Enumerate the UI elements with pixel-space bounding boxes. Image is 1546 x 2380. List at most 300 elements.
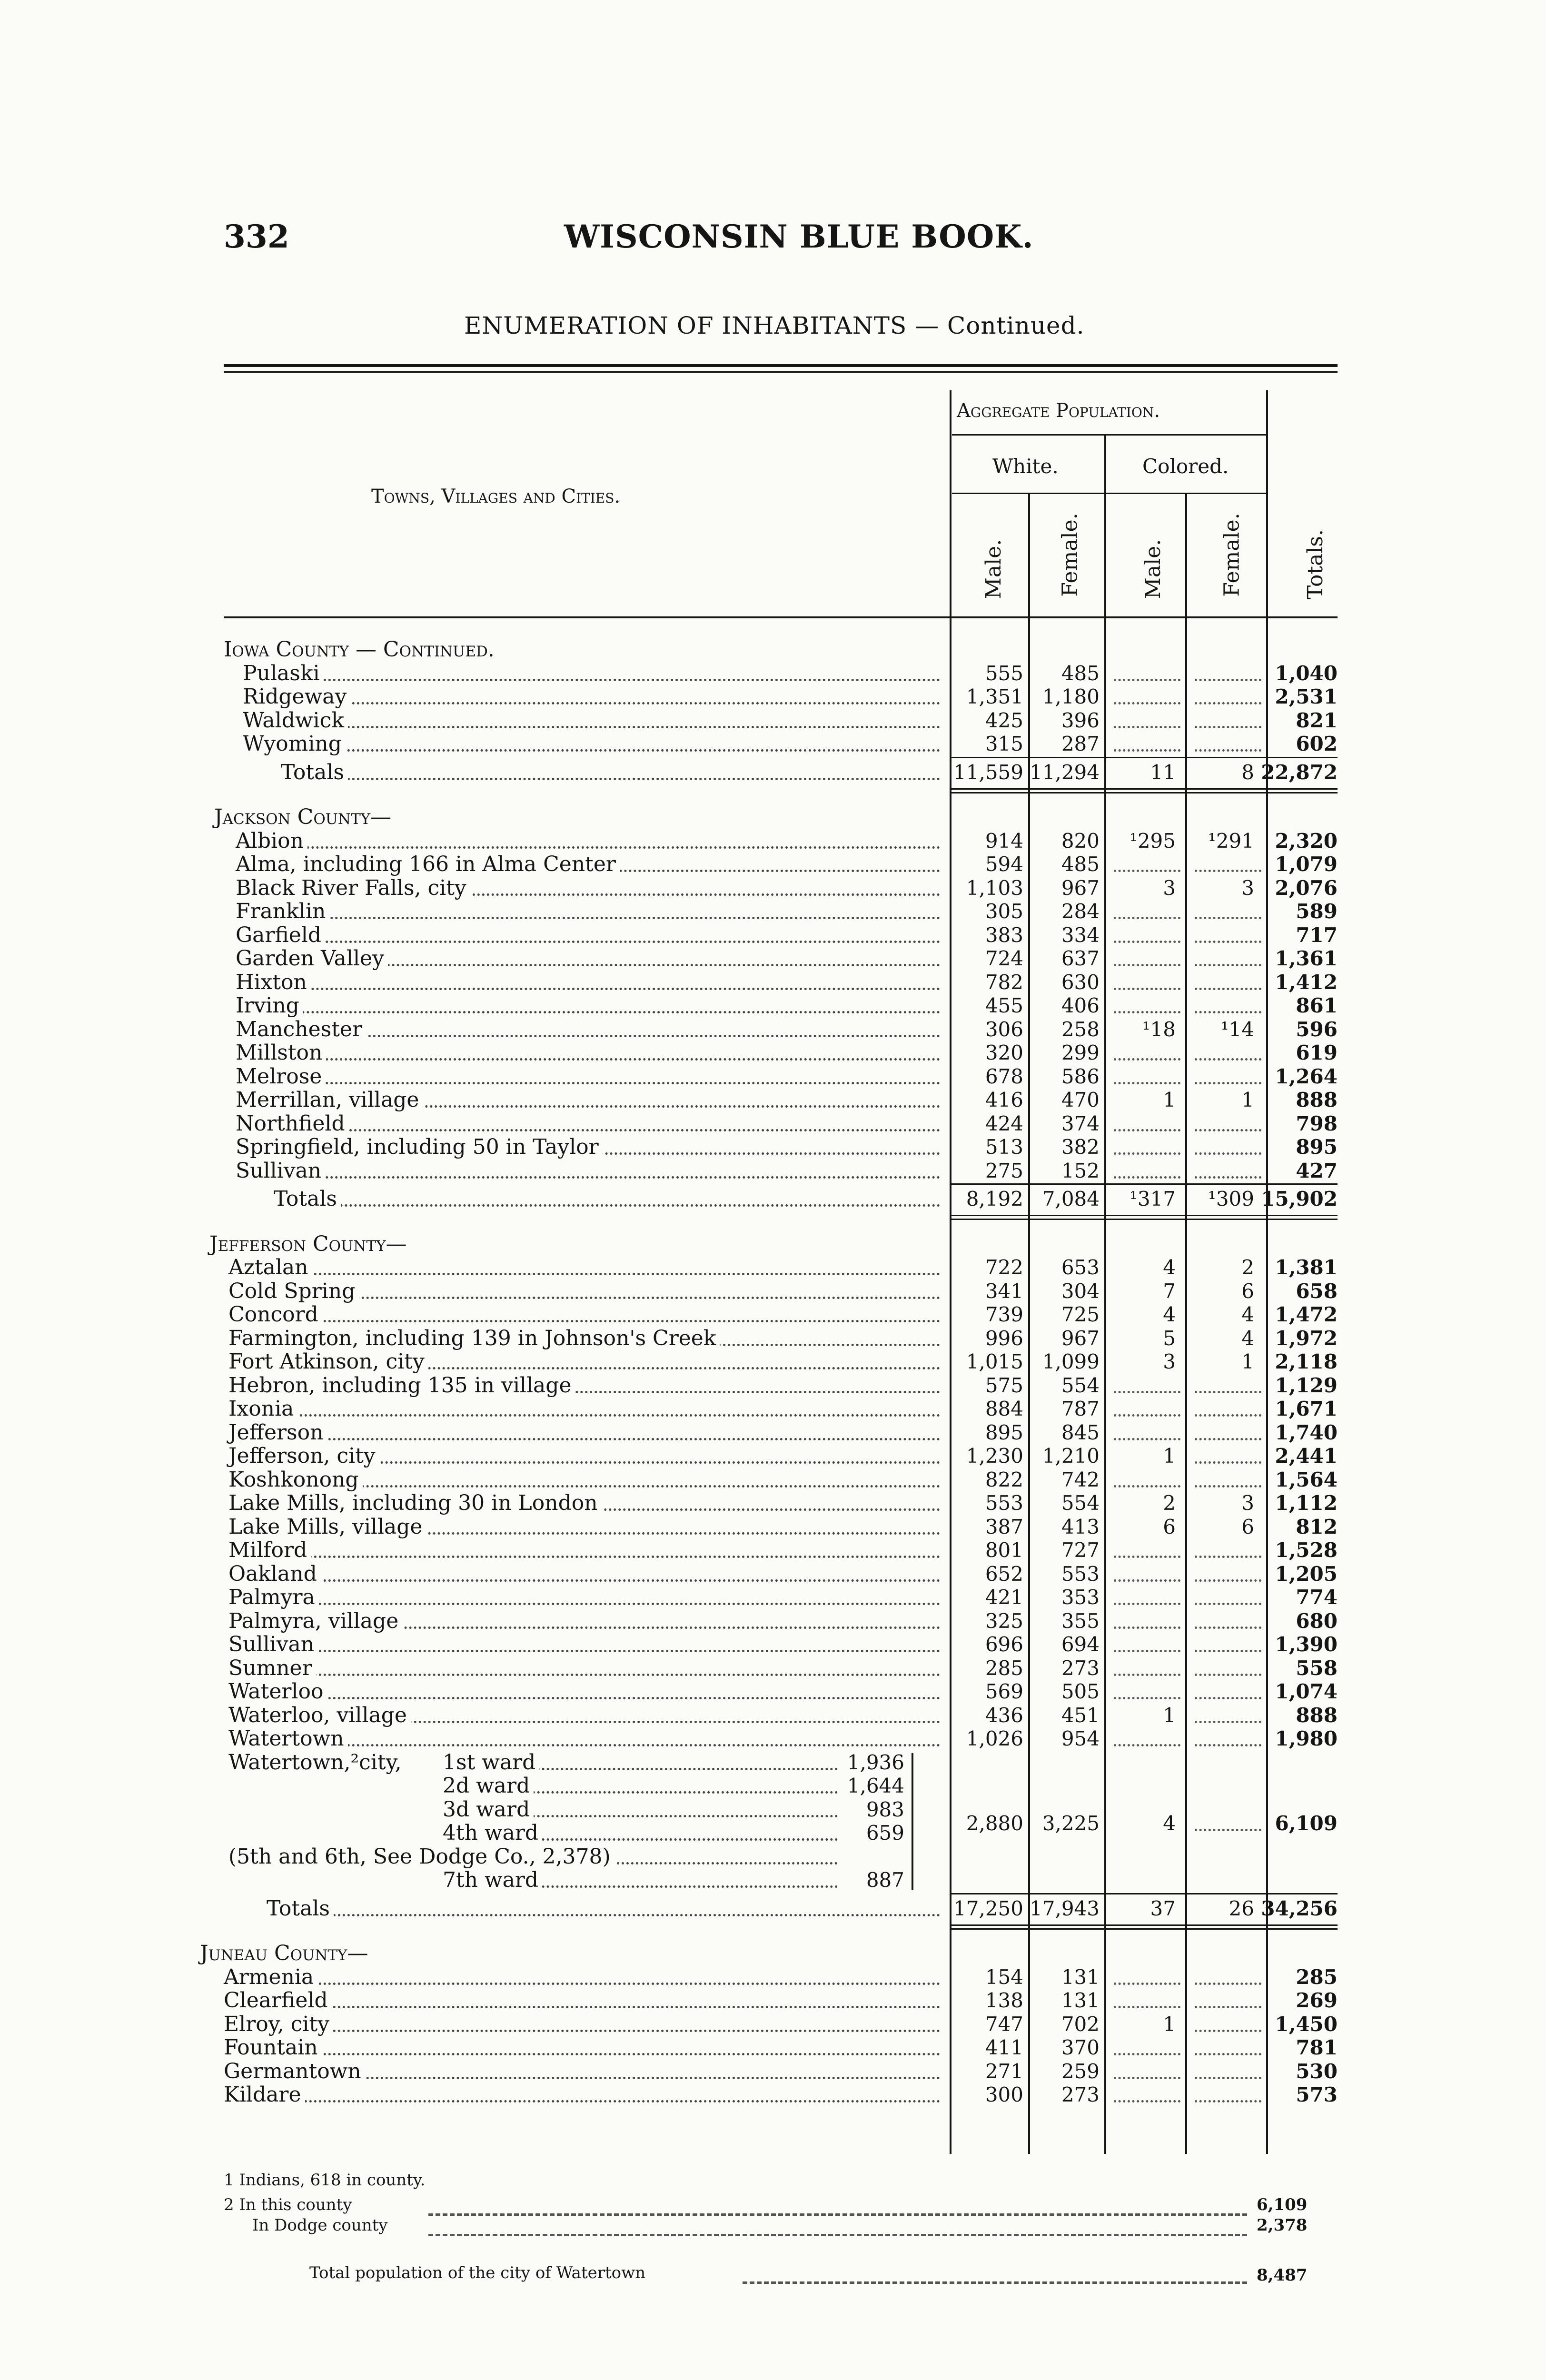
section-3-row-2-white-female: 702 — [1061, 2012, 1100, 2036]
watertown-total-leader — [743, 2258, 1247, 2284]
section-3-row-1-white-male: 138 — [985, 1989, 1023, 2012]
section-1-row-11-total: 888 — [1296, 1088, 1338, 1111]
section-1-row-9-white-male: 320 — [985, 1041, 1023, 1064]
section-1-row-1-colored-male-empty — [1114, 846, 1180, 872]
section-2-row-14-white-male: 421 — [985, 1586, 1023, 1609]
section-2-row-0-white-female: 653 — [1061, 1256, 1100, 1279]
section-1-row-11-colored-male: 1 — [1163, 1088, 1176, 1111]
section-1-totals-rule-bot — [950, 1215, 1338, 1216]
section-3-row-2-name: Elroy, city — [224, 2013, 333, 2036]
section-1-row-4-total: 717 — [1296, 923, 1338, 947]
watertown-ward-3-label: 4th ward — [443, 1821, 542, 1845]
section-2-row-13-white-female: 553 — [1061, 1562, 1100, 1586]
footnote-1: 1 Indians, 618 in county. — [224, 2171, 426, 2190]
section-3-row-5-white-male: 300 — [985, 2083, 1023, 2106]
section-2-row-15-white-female: 355 — [1061, 1609, 1100, 1633]
section-2-row-13-colored-male-empty — [1114, 1556, 1180, 1582]
section-3-row-0-white-male: 154 — [985, 1965, 1023, 1989]
section-2-row-9-white-female: 742 — [1061, 1468, 1100, 1491]
watertown-ward-0-label: 1st ward — [443, 1751, 539, 1775]
running-head: WISCONSIN BLUE BOOK. — [564, 218, 1034, 255]
section-3-row-1-name: Clearfield — [224, 1989, 332, 2013]
watertown-ward-1-label: 2d ward — [443, 1774, 534, 1798]
section-2-totals-white-female: 17,943 — [1030, 1896, 1100, 1920]
section-1-row-14-colored-female-empty — [1195, 1152, 1261, 1179]
section-3-row-4-white-female: 259 — [1061, 2059, 1100, 2083]
section-1-row-2-colored-male: 3 — [1163, 876, 1176, 900]
section-0-row-2-total: 821 — [1296, 708, 1338, 732]
section-3-row-0-white-female: 131 — [1061, 1965, 1100, 1989]
section-1-row-3-colored-male-empty — [1114, 893, 1180, 919]
section-1-row-9-total: 619 — [1296, 1041, 1338, 1064]
section-1-totals-white-male: 8,192 — [966, 1187, 1023, 1210]
col-line-3 — [1104, 434, 1106, 2154]
section-1-row-3-white-female: 284 — [1061, 900, 1100, 923]
section-1-row-4-leader — [245, 917, 940, 943]
section-0-totals-colored-female: 8 — [1241, 760, 1254, 784]
section-2-row-5-white-female: 554 — [1061, 1373, 1100, 1397]
section-1-row-3-white-male: 305 — [985, 900, 1023, 923]
section-1-row-8-name: Manchester — [236, 1018, 366, 1041]
watertown-ward-4-label: (5th and 6th, See Dodge Co., 2,378) — [228, 1845, 614, 1869]
section-2-row-11-white-male: 387 — [985, 1515, 1023, 1538]
watertown-city-white-male: 2,880 — [966, 1812, 1023, 1835]
section-2-row-13-colored-female-empty — [1195, 1556, 1261, 1582]
section-2-totals-colored-male: 37 — [1150, 1896, 1176, 1920]
watertown-ward-2-value: 983 — [866, 1797, 904, 1821]
section-2-row-16-colored-female-empty — [1195, 1626, 1261, 1652]
section-0-row-0-colored-male-empty — [1114, 655, 1180, 681]
section-2-row-17-white-female: 273 — [1061, 1656, 1100, 1680]
top-rule-2 — [224, 371, 1338, 373]
section-2-row-11-name: Lake Mills, village — [228, 1515, 426, 1539]
section-3-row-1-colored-male-empty — [1114, 1982, 1180, 2008]
section-3-row-1-colored-female-empty — [1195, 1982, 1261, 2008]
white-female-header: Female. — [1058, 513, 1082, 597]
watertown-ward-5-value: 887 — [866, 1868, 904, 1892]
section-3-row-4-name: Germantown — [224, 2060, 365, 2083]
section-3-row-5-white-female: 273 — [1061, 2083, 1100, 2106]
section-1-totals-white-female: 7,084 — [1042, 1187, 1100, 1210]
section-2-row-13-white-male: 652 — [985, 1562, 1023, 1586]
section-2-row-11-colored-male: 6 — [1163, 1515, 1176, 1538]
section-2-row-12-total: 1,528 — [1275, 1538, 1338, 1562]
section-0-totals-rule-top — [950, 757, 1338, 758]
section-1-row-2-white-male: 1,103 — [966, 876, 1023, 900]
section-1-row-9-colored-female-empty — [1195, 1034, 1261, 1061]
section-2-row-19-white-female: 451 — [1061, 1703, 1100, 1727]
section-2-row-4-name: Fort Atkinson, city — [228, 1350, 428, 1374]
section-2-row-20-total: 1,980 — [1275, 1727, 1338, 1750]
top-rule — [224, 364, 1338, 367]
section-0-row-2-white-male: 425 — [985, 708, 1023, 732]
section-0-totals-colored-male: 11 — [1150, 760, 1176, 784]
section-3-row-3-white-female: 370 — [1061, 2036, 1100, 2059]
section-1-row-5-white-male: 724 — [985, 947, 1023, 970]
section-2-row-9-colored-male-empty — [1114, 1461, 1180, 1488]
section-2-row-17-colored-female-empty — [1195, 1650, 1261, 1676]
page-number: 332 — [224, 218, 289, 255]
section-0-totals-white-female: 11,294 — [1030, 760, 1100, 784]
section-2-row-3-white-female: 967 — [1061, 1326, 1100, 1350]
section-1-row-11-white-female: 470 — [1061, 1088, 1100, 1111]
footnote-2b-value: 2,378 — [1257, 2216, 1308, 2235]
section-2-row-17-white-male: 285 — [985, 1656, 1023, 1680]
section-1-row-13-total: 895 — [1296, 1135, 1338, 1159]
section-2-row-3-colored-female: 4 — [1241, 1326, 1254, 1350]
section-2-row-7-white-female: 845 — [1061, 1420, 1100, 1444]
section-1-row-12-colored-male-empty — [1114, 1105, 1180, 1131]
watertown-city-white-female: 3,225 — [1042, 1812, 1100, 1835]
section-2-row-16-white-female: 694 — [1061, 1633, 1100, 1656]
aggregate-header: Aggregate Population. — [957, 400, 1160, 422]
section-3-row-1-white-female: 131 — [1061, 1989, 1100, 2012]
section-2-row-0-colored-male: 4 — [1163, 1256, 1176, 1279]
section-0-row-1-white-female: 1,180 — [1042, 685, 1100, 708]
section-2-row-2-name: Concord — [228, 1303, 322, 1327]
section-2-row-3-name: Farmington, including 139 in Johnson's Creek — [228, 1327, 720, 1350]
section-1-row-13-colored-male-empty — [1114, 1129, 1180, 1155]
section-3-row-0-name: Armenia — [224, 1965, 317, 1989]
section-2-row-2-white-female: 725 — [1061, 1303, 1100, 1326]
section-2-row-2-colored-female: 4 — [1241, 1303, 1254, 1326]
section-1-row-0-white-male: 914 — [985, 829, 1023, 853]
section-0-row-1-name: Ridgeway — [243, 685, 350, 709]
section-1-row-7-white-male: 455 — [985, 994, 1023, 1017]
watertown-ward-5-label: 7th ward — [443, 1868, 542, 1892]
section-1-row-7-leader — [245, 987, 940, 1013]
col-line-5 — [1266, 390, 1268, 2154]
section-2-row-19-name: Waterloo, village — [228, 1704, 411, 1727]
section-1-totals-colored-female: ¹309 — [1208, 1187, 1254, 1210]
section-2-row-19-white-male: 436 — [985, 1703, 1023, 1727]
watertown-city-label: Watertown,²city, — [228, 1750, 402, 1775]
section-0-row-0-colored-female-empty — [1195, 655, 1261, 681]
section-2-row-19-total: 888 — [1296, 1703, 1338, 1727]
section-2-row-5-white-male: 575 — [985, 1373, 1023, 1397]
section-3-row-3-leader — [233, 2029, 940, 2055]
section-1-row-7-total: 861 — [1296, 994, 1338, 1017]
col-line-4 — [1185, 493, 1187, 2154]
section-2-row-1-name: Cold Spring — [228, 1279, 359, 1303]
section-1-row-12-total: 798 — [1296, 1111, 1338, 1135]
section-2-row-17-total: 558 — [1296, 1656, 1338, 1680]
section-2-row-7-total: 1,740 — [1275, 1420, 1338, 1444]
section-1-row-0-colored-female: ¹291 — [1208, 829, 1254, 853]
section-1-row-0-white-female: 820 — [1061, 829, 1100, 853]
section-2-row-5-total: 1,129 — [1275, 1373, 1338, 1397]
section-1-row-4-colored-female-empty — [1195, 917, 1261, 943]
section-1-row-11-name: Merrillan, village — [236, 1088, 423, 1112]
section-0-row-2-colored-female-empty — [1195, 702, 1261, 728]
section-3-row-3-white-male: 411 — [985, 2036, 1023, 2059]
section-1-totals-colored-male: ¹317 — [1129, 1187, 1176, 1210]
section-3-row-2-colored-male: 1 — [1163, 2012, 1176, 2036]
section-2-totals-rule-bot — [950, 1924, 1338, 1926]
section-2-row-1-total: 658 — [1296, 1279, 1338, 1303]
section-3-row-5-colored-female-empty — [1195, 2076, 1261, 2102]
section-2-row-14-leader — [238, 1579, 940, 1605]
section-1-row-8-white-female: 258 — [1061, 1017, 1100, 1041]
section-0-row-0-white-female: 485 — [1061, 661, 1100, 685]
section-2-row-3-total: 1,972 — [1275, 1326, 1338, 1350]
section-1-row-10-white-male: 678 — [985, 1064, 1023, 1088]
col-line-1 — [950, 390, 951, 2154]
section-1-row-6-total: 1,412 — [1275, 970, 1338, 994]
section-2-row-10-white-female: 554 — [1061, 1491, 1100, 1515]
section-2-totals-white-male: 17,250 — [953, 1896, 1023, 1920]
section-1-row-5-name: Garden Valley — [236, 947, 388, 971]
section-1-row-10-white-female: 586 — [1061, 1064, 1100, 1088]
section-2-row-0-colored-female: 2 — [1241, 1256, 1254, 1279]
section-2-row-13-total: 1,205 — [1275, 1562, 1338, 1586]
section-3-row-1-total: 269 — [1296, 1989, 1338, 2012]
colored-female-header: Female. — [1219, 513, 1244, 597]
section-2-row-18-name: Waterloo — [228, 1680, 327, 1704]
section-3-row-1-leader — [233, 1982, 940, 2008]
section-1-row-3-colored-female-empty — [1195, 893, 1261, 919]
footnote-2a-value: 6,109 — [1257, 2195, 1308, 2214]
section-2-totals-colored-female: 26 — [1229, 1896, 1254, 1920]
totals-header: Totals. — [1303, 529, 1328, 599]
section-2-row-18-colored-male-empty — [1114, 1673, 1180, 1699]
section-3-row-0-colored-female-empty — [1195, 1959, 1261, 1985]
colored-male-header: Male. — [1141, 539, 1166, 599]
section-3-row-0-total: 285 — [1296, 1965, 1338, 1989]
section-2-row-2-total: 1,472 — [1275, 1303, 1338, 1326]
footnote-2b: In Dodge county — [252, 2216, 388, 2235]
section-3-row-2-colored-female-empty — [1195, 2006, 1261, 2032]
section-2-row-16-white-male: 696 — [985, 1633, 1023, 1656]
section-1-row-14-white-female: 152 — [1061, 1159, 1100, 1182]
section-2-row-4-white-female: 1,099 — [1042, 1350, 1100, 1373]
section-1-row-2-colored-female: 3 — [1241, 876, 1254, 900]
section-0-row-2-leader — [252, 702, 940, 728]
watertown-total-value: 8,487 — [1257, 2266, 1308, 2285]
section-2-totals-total: 34,256 — [1261, 1896, 1338, 1920]
section-1-row-1-white-male: 594 — [985, 853, 1023, 876]
section-1-row-13-colored-female-empty — [1195, 1129, 1261, 1155]
section-1-row-12-white-male: 424 — [985, 1111, 1023, 1135]
section-1-row-10-colored-female-empty — [1195, 1058, 1261, 1084]
section-1-row-14-colored-male-empty — [1114, 1152, 1180, 1179]
section-2-row-13-leader — [238, 1556, 940, 1582]
section-1-row-10-colored-male-empty — [1114, 1058, 1180, 1084]
section-1-row-9-name: Millston — [236, 1041, 326, 1065]
section-3-row-2-total: 1,450 — [1275, 2012, 1338, 2036]
section-1-row-3-total: 589 — [1296, 900, 1338, 923]
section-1-row-6-white-male: 782 — [985, 970, 1023, 994]
section-2-row-7-colored-male-empty — [1114, 1414, 1180, 1440]
section-3-row-4-colored-male-empty — [1114, 2053, 1180, 2079]
section-2-row-4-colored-male: 3 — [1163, 1350, 1176, 1373]
section-2-row-10-colored-male: 2 — [1163, 1491, 1176, 1515]
section-2-row-17-colored-male-empty — [1114, 1650, 1180, 1676]
section-2-row-8-total: 2,441 — [1275, 1444, 1338, 1468]
section-1-row-4-white-female: 334 — [1061, 923, 1100, 947]
section-2-row-9-total: 1,564 — [1275, 1468, 1338, 1491]
section-0-row-2-colored-male-empty — [1114, 702, 1180, 728]
section-1-row-7-name: Irving — [236, 994, 303, 1018]
section-1-totals-total: 15,902 — [1261, 1187, 1338, 1210]
section-2-row-12-white-female: 727 — [1061, 1538, 1100, 1562]
section-0-totals-total: 22,872 — [1261, 760, 1338, 784]
section-1-row-0-leader — [245, 823, 940, 849]
section-1-row-10-leader — [245, 1058, 940, 1084]
section-3-row-4-total: 530 — [1296, 2059, 1338, 2083]
section-2-row-18-total: 1,074 — [1275, 1680, 1338, 1703]
section-2-row-14-colored-female-empty — [1195, 1579, 1261, 1605]
section-2-row-8-white-female: 1,210 — [1042, 1444, 1100, 1468]
header-bottom-rule — [224, 616, 1338, 618]
section-2-row-14-total: 774 — [1296, 1586, 1338, 1609]
watertown-brace — [912, 1753, 913, 1890]
section-2-row-19-colored-male: 1 — [1163, 1703, 1176, 1727]
section-2-totals-label: Totals — [267, 1897, 334, 1921]
section-0-row-1-colored-female-empty — [1195, 678, 1261, 704]
section-1-row-0-total: 2,320 — [1275, 829, 1338, 853]
section-2-row-19-colored-female-empty — [1195, 1697, 1261, 1723]
table-title: ENUMERATION OF INHABITANTS — Continued. — [464, 312, 1085, 339]
section-2-row-5-colored-female-empty — [1195, 1367, 1261, 1393]
section-3-row-5-name: Kildare — [224, 2083, 305, 2107]
section-1-row-6-colored-female-empty — [1195, 964, 1261, 990]
section-1-row-11-white-male: 416 — [985, 1088, 1023, 1111]
section-0-row-0-name: Pulaski — [243, 662, 324, 685]
section-3-row-3-name: Fountain — [224, 2036, 322, 2060]
section-2-row-15-total: 680 — [1296, 1609, 1338, 1633]
section-2-row-1-white-male: 341 — [985, 1279, 1023, 1303]
section-0-row-0-leader — [252, 655, 940, 681]
section-2-row-18-colored-female-empty — [1195, 1673, 1261, 1699]
section-0-row-3-white-female: 287 — [1061, 732, 1100, 755]
section-1-row-2-name: Black River Falls, city — [236, 876, 470, 900]
section-2-row-16-colored-male-empty — [1114, 1626, 1180, 1652]
section-2-row-17-leader — [238, 1650, 940, 1676]
section-1-row-8-colored-female: ¹14 — [1220, 1017, 1254, 1041]
section-0-row-1-white-male: 1,351 — [966, 685, 1023, 708]
section-2-row-13-name: Oakland — [228, 1562, 321, 1586]
section-2-row-15-colored-male-empty — [1114, 1603, 1180, 1629]
section-2-row-8-name: Jefferson, city — [228, 1444, 379, 1468]
section-1-row-14-total: 427 — [1296, 1159, 1338, 1182]
section-2-row-20-colored-female-empty — [1195, 1720, 1261, 1746]
section-1-row-14-name: Sullivan — [236, 1159, 325, 1183]
section-1-row-5-white-female: 637 — [1061, 947, 1100, 970]
section-2-row-10-total: 1,112 — [1275, 1491, 1338, 1515]
section-2-row-1-colored-female: 6 — [1241, 1279, 1254, 1303]
section-1-totals-leader — [293, 1180, 940, 1207]
section-2-row-4-total: 2,118 — [1275, 1350, 1338, 1373]
section-1-row-9-colored-male-empty — [1114, 1034, 1180, 1061]
section-2-row-7-white-male: 895 — [985, 1420, 1023, 1444]
section-2-totals-rule-top — [950, 1893, 1338, 1894]
section-2-row-9-colored-female-empty — [1195, 1461, 1261, 1488]
section-0-row-3-colored-female-empty — [1195, 725, 1261, 752]
section-2-row-10-white-male: 553 — [985, 1491, 1023, 1515]
section-0-totals-label: Totals — [281, 761, 348, 784]
section-0-row-1-leader — [252, 678, 940, 704]
section-1-row-7-colored-female-empty — [1195, 987, 1261, 1013]
section-0-row-3-total: 602 — [1296, 732, 1338, 755]
section-2-row-9-name: Koshkonong — [228, 1468, 363, 1492]
section-2-row-18-white-male: 569 — [985, 1680, 1023, 1703]
section-1-row-2-white-female: 967 — [1061, 876, 1100, 900]
section-2-row-7-colored-female-empty — [1195, 1414, 1261, 1440]
section-1-row-8-colored-male: ¹18 — [1142, 1017, 1176, 1041]
section-3-row-3-colored-female-empty — [1195, 2029, 1261, 2055]
section-2-row-18-leader — [238, 1673, 940, 1699]
section-3-row-3-colored-male-empty — [1114, 2029, 1180, 2055]
section-2-row-0-leader — [238, 1249, 940, 1275]
section-0-row-3-leader — [252, 725, 940, 752]
section-1-row-4-name: Garfield — [236, 923, 325, 947]
section-0-row-1-total: 2,531 — [1275, 685, 1338, 708]
section-2-row-8-colored-male: 1 — [1163, 1444, 1176, 1468]
section-1-row-11-colored-female: 1 — [1241, 1088, 1254, 1111]
section-2-row-20-name: Watertown — [228, 1727, 348, 1751]
section-2-row-4-white-male: 1,015 — [966, 1350, 1023, 1373]
section-3-row-0-colored-male-empty — [1114, 1959, 1180, 1985]
section-2-row-7-leader — [238, 1414, 940, 1440]
section-2-row-9-white-male: 822 — [985, 1468, 1023, 1491]
section-2-row-17-name: Sumner — [228, 1656, 316, 1680]
section-0-row-3-white-male: 315 — [985, 732, 1023, 755]
section-1-row-12-white-female: 374 — [1061, 1111, 1100, 1135]
section-1-row-10-total: 1,264 — [1275, 1064, 1338, 1088]
section-2-row-20-colored-male-empty — [1114, 1720, 1180, 1746]
section-2-row-11-white-female: 413 — [1061, 1515, 1100, 1538]
section-2-row-8-colored-female-empty — [1195, 1438, 1261, 1464]
section-2-totals-rule-bot2 — [950, 1928, 1338, 1930]
section-0-row-2-white-female: 396 — [1061, 708, 1100, 732]
watertown-total-label: Total population of the city of Watertown — [309, 2263, 646, 2282]
section-2-row-0-total: 1,381 — [1275, 1256, 1338, 1279]
section-2-row-6-total: 1,671 — [1275, 1397, 1338, 1420]
section-1-row-7-colored-male-empty — [1114, 987, 1180, 1013]
section-2-row-12-white-male: 801 — [985, 1538, 1023, 1562]
section-1-row-9-white-female: 299 — [1061, 1041, 1100, 1064]
section-2-row-16-name: Sullivan — [228, 1633, 318, 1656]
section-2-row-15-colored-female-empty — [1195, 1603, 1261, 1629]
section-2-row-6-name: Ixonia — [228, 1397, 297, 1421]
section-2-row-16-total: 1,390 — [1275, 1633, 1338, 1656]
section-1-row-7-white-female: 406 — [1061, 994, 1100, 1017]
section-2-row-6-white-female: 787 — [1061, 1397, 1100, 1420]
section-3-row-4-colored-female-empty — [1195, 2053, 1261, 2079]
section-2-row-20-white-male: 1,026 — [966, 1727, 1023, 1750]
section-1-row-6-white-female: 630 — [1061, 970, 1100, 994]
section-3-row-2-leader — [233, 2006, 940, 2032]
watertown-ward-3-value: 659 — [866, 1821, 904, 1844]
section-2-row-20-white-female: 954 — [1061, 1727, 1100, 1750]
section-0-totals-white-male: 11,559 — [953, 760, 1023, 784]
section-2-row-3-colored-male: 5 — [1163, 1326, 1176, 1350]
section-2-row-10-name: Lake Mills, including 30 in London — [228, 1491, 602, 1515]
section-2-row-8-white-male: 1,230 — [966, 1444, 1023, 1468]
section-2-row-0-name: Aztalan — [228, 1256, 312, 1279]
section-0-row-0-white-male: 555 — [985, 661, 1023, 685]
section-1-row-1-name: Alma, including 166 in Alma Center — [236, 853, 620, 876]
section-2-row-4-colored-female: 1 — [1241, 1350, 1254, 1373]
watertown-ward-0-value: 1,936 — [847, 1750, 904, 1774]
section-1-row-13-white-male: 513 — [985, 1135, 1023, 1159]
footnote-2b-leader — [428, 2210, 1247, 2236]
section-1-row-1-white-female: 485 — [1061, 853, 1100, 876]
section-3-heading: Juneau County— — [200, 1941, 368, 1965]
watertown-ward-1-value: 1,644 — [847, 1774, 904, 1797]
section-1-row-12-name: Northfield — [236, 1112, 349, 1136]
